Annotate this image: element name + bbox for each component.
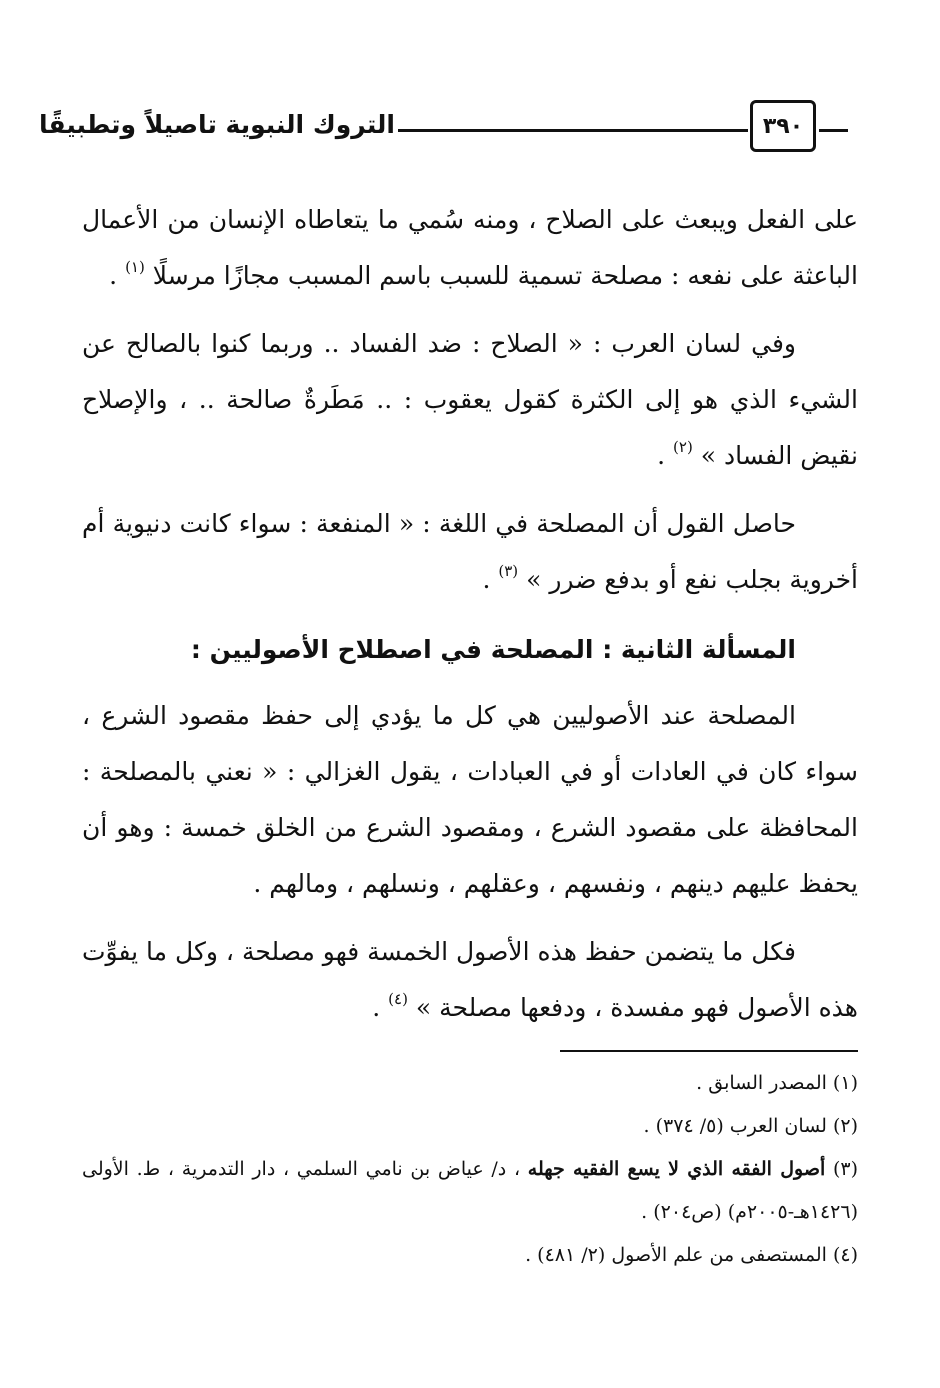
paragraph: حاصل القول أن المصلحة في اللغة : « المنفعة : سواء كانت دنيوية أم أخروية بجلب نفع أو بدفع ضرر » $^{(٣)}$ . (82, 509, 858, 594)
footnote-ref: (٣) (498, 562, 519, 580)
footnotes (82, 1062, 858, 1277)
main-text (82, 192, 858, 1048)
footnote: (٣) أصول الفقه الذي لا يسع الفقيه جهله ، د/ عياض بن نامي السلمي ، دار التدمرية ، ط. الأولى (١٤٢٦هـ-٢٠٠٥م) (ص٢٠٤) . (82, 1158, 859, 1223)
paragraph: المصلحة عند الأصوليين هي كل ما يؤدي إلى حفظ مقصود الشرع ، سواء كان في العادات أو في العبادات ، يقول الغزالي : « نعني بالمصلحة : المحافظة على مقصود الشرع ، ومقصود الشرع من الخلق خمسة : وهو أن يحفظ عليهم دينهم ، ونفسهم ، وعقلهم ، ونسلهم ، ومالهم . (82, 701, 858, 898)
footnote-ref: (٢) (673, 438, 693, 456)
page-header (0, 96, 940, 166)
paragraph: على الفعل ويبعث على الصلاح ، ومنه سُمي ما يتعاطاه الإنسان من الأعمال الباعثة على نفعه : مصلحة تسمية للسبب باسم المسبب مجازًا مرسلًا $^{(١)}$ . (82, 205, 858, 290)
paragraph: فكل ما يتضمن حفظ هذه الأصول الخمسة فهو مصلحة ، وكل ما يفوِّت هذه الأصول فهو مفسدة ، ودفعها مصلحة » $^{(٤)}$ . (82, 937, 858, 1022)
header-rule-right (819, 129, 848, 132)
footnote: (١) المصدر السابق . (696, 1072, 858, 1094)
footnote-ref: (٤) (388, 990, 408, 1008)
footnote-separator (560, 1050, 858, 1052)
section-heading: المسألة الثانية : المصلحة في اصطلاح الأصوليين : (190, 635, 796, 664)
footnote-ref: (١) (125, 258, 145, 276)
footnote: (٢) لسان العرب (٥/ ٣٧٤) . (643, 1115, 858, 1137)
paragraph: وفي لسان العرب : « الصلاح : ضد الفساد .. وربما كنوا بالصالح عن الشيء الذي هو إلى الكثرة كقول يعقوب : .. مَطَرةٌ صالحة .. ، والإصلاح نقيض الفساد » $^{(٢)}$ . (82, 329, 858, 470)
footnote: (٤) المستصفى من علم الأصول (٢/ ٤٨١) . (525, 1244, 858, 1266)
cited-book-title: أصول الفقه الذي لا يسع الفقيه جهله (527, 1158, 826, 1180)
header-rule-middle (398, 129, 748, 132)
page-number: ٣٩٠ (750, 100, 816, 152)
running-title: التروك النبوية تاصيلاً وتطبيقًا (38, 110, 395, 139)
